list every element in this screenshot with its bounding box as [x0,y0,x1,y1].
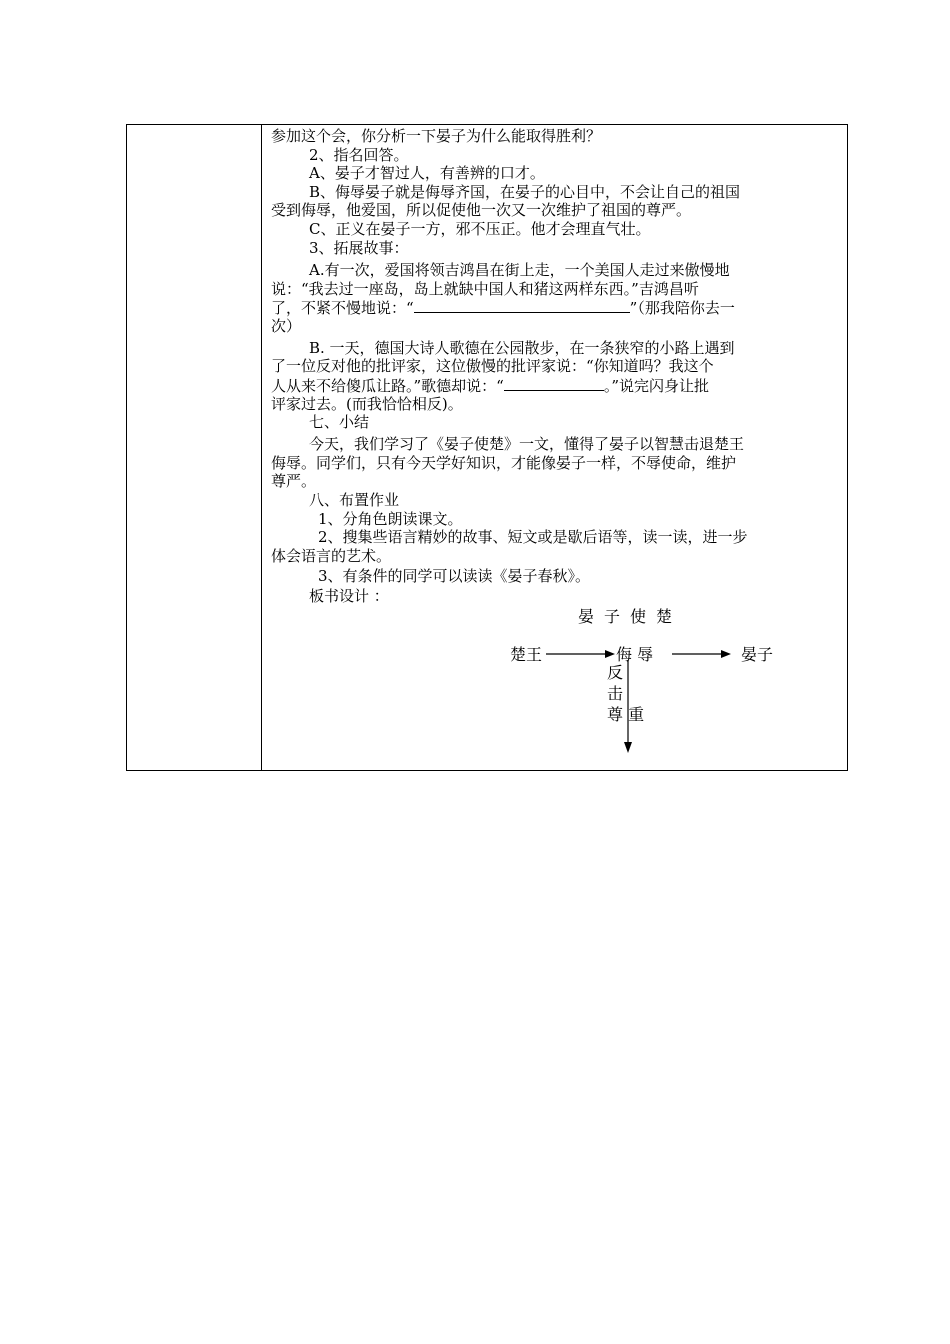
board-vertical-1: 反 [607,663,624,682]
text-line: 3、有条件的同学可以读读《晏子春秋》。 [318,567,591,585]
text-line: 说：“我去过一座岛，岛上就缺中国人和猪这两样东西。”吉鸿昌听 [271,280,699,298]
text-segment: ”（那我陪你去一 [629,299,735,317]
text-line: 参加这个会，你分析一下晏子为什么能取得胜利？ [271,127,602,145]
board-title: 晏子使楚 [578,607,683,626]
text-line: 3、拓展故事： [309,239,409,257]
text-line: B、侮辱晏子就是侮辱齐国，在晏子的心目中，不会让自己的祖国 [309,183,741,201]
text-line: A、晏子才智过人，有善辨的口才。 [309,164,545,182]
text-line: 板书设计 ： [309,587,389,605]
text-segment: 了，不紧不慢地说：“ [271,299,414,317]
text-line: B. 一天，德国大诗人歌德在公园散步，在一条狭窄的小路上遇到 [309,339,735,357]
text-line: A.有一次，爱国将领吉鸿昌在街上走，一个美国人走过来傲慢地 [309,261,730,279]
board-vertical-2: 击 [607,684,624,703]
text-line [271,376,709,395]
text-segment: 人从来不给傻瓜让路。”歌德却说：“ [271,377,504,395]
board-vertical-3: 尊 重 [607,705,645,724]
text-line: 2、指名回答。 [309,146,409,164]
table-left-cell [127,125,262,770]
text-line: 今天，我们学习了《晏子使楚》一文，懂得了晏子以智慧击退楚王 [309,435,745,453]
text-line: C、正义在晏子一方，邪不压正。他才会理直气壮。 [309,220,651,238]
text-line [271,298,735,317]
board-node-left: 楚王 [510,645,543,664]
fill-in-blank[interactable] [414,298,630,313]
fill-in-blank[interactable] [504,376,604,391]
text-line: 1、分角色朗读课文。 [318,510,463,528]
text-line: 2、搜集些语言精妙的故事、短文或是歇后语等，读一读，进一步 [318,528,748,546]
text-line: 了一位反对他的批评家，这位傲慢的批评家说：“你知道吗？我这个 [271,357,714,375]
board-node-right: 晏子 [741,645,774,664]
text-line: 评家过去。(而我恰恰相反)。 [271,395,463,413]
board-node-middle: 侮 辱 [616,645,654,664]
text-line: 次） [271,317,302,335]
text-line: 受到侮辱，他爱国，所以促使他一次又一次维护了祖国的尊严。 [271,201,692,219]
text-line: 侮辱。同学们，只有今天学好知识，才能像晏子一样，不辱使命，维护 [271,454,737,472]
text-line: 尊严。 [271,472,317,490]
section-heading: 七、小结 [309,413,370,431]
section-heading: 八、布置作业 [309,491,400,509]
text-line: 体会语言的艺术。 [271,547,392,565]
text-segment: 。”说完闪身让批 [603,377,710,395]
